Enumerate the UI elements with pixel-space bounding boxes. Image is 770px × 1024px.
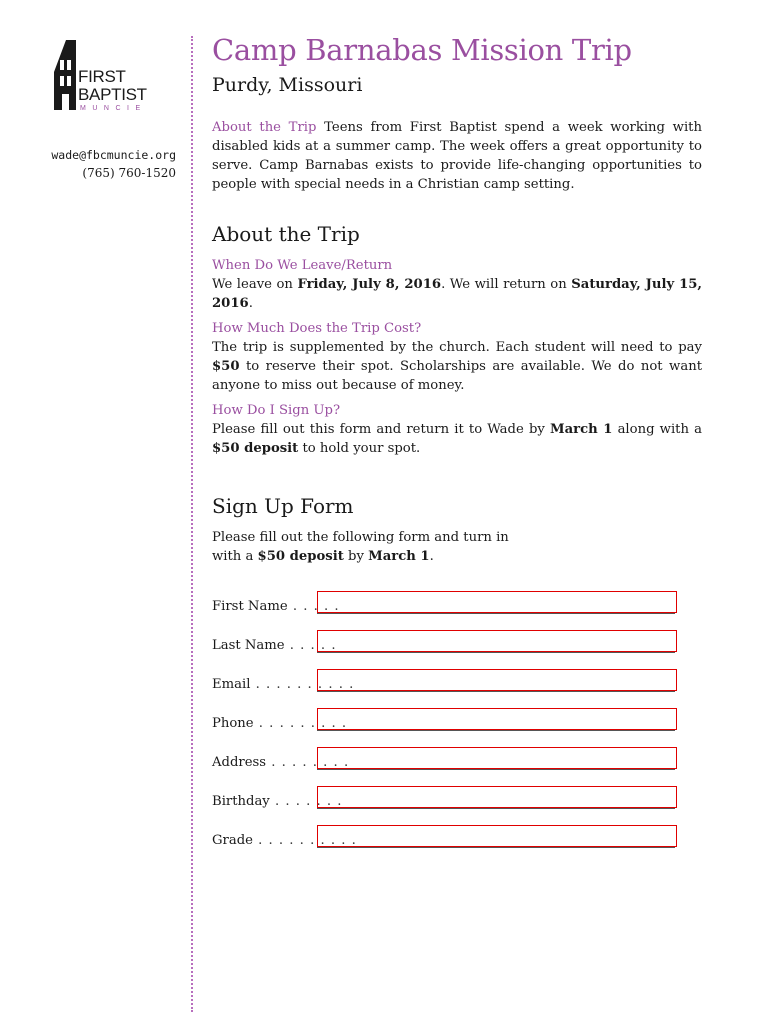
- a-leave-return: [212, 275, 702, 313]
- a-signup: [212, 420, 702, 458]
- grade-input[interactable]: [317, 825, 677, 847]
- last-name-input[interactable]: [317, 630, 677, 652]
- phone-underline: [317, 730, 675, 731]
- field-row-email: [212, 669, 682, 695]
- a2-text: The trip is supplemented by the church. Each student will need to pay: [212, 340, 702, 355]
- phone-label-text: Phone: [212, 716, 254, 731]
- intro-lead: About the Trip: [212, 120, 317, 135]
- address-underline: [317, 769, 675, 770]
- about-heading: About the Trip: [212, 222, 360, 246]
- birthday-input[interactable]: [317, 786, 677, 808]
- email-underline: [317, 691, 675, 692]
- a3-text-2: along with a: [612, 422, 702, 437]
- intro-text: Teens from First Baptist spend a week working with disabled kids at a summer camp. The week offers a great opportunity to serve. Camp Barnabas exists to provide life-changing opportunities to people with special needs in a Christian camp setting.: [212, 120, 702, 192]
- contact-info: [51, 146, 176, 182]
- address-label-text: Address: [212, 755, 267, 770]
- first-name-leader-dots: . . . . .: [287, 599, 340, 614]
- signup-instructions: [212, 528, 702, 566]
- a1-text-3: .: [248, 296, 253, 311]
- address-leader-dots: . . . . . . . .: [266, 755, 350, 770]
- a3-deposit: $50 deposit: [212, 441, 299, 456]
- main-content: [212, 30, 702, 566]
- signup-instructions-line2: [212, 547, 702, 566]
- a3-text-3: to hold your spot.: [298, 441, 421, 456]
- email-label-text: Email: [212, 677, 251, 692]
- grade-underline: [317, 847, 675, 848]
- field-row-first-name: [212, 591, 682, 617]
- signup-heading: Sign Up Form: [212, 494, 354, 518]
- signup-text: with a: [212, 549, 258, 564]
- birthday-leader-dots: . . . . . . .: [269, 794, 343, 809]
- a3-text: Please fill out this form and return it to Wade by: [212, 422, 550, 437]
- logo-text-muncie: MUNCIE: [80, 105, 147, 112]
- q-signup: How Do I Sign Up?: [212, 403, 341, 418]
- birthday-label-text: Birthday: [212, 794, 270, 809]
- signup-text-3: .: [429, 549, 434, 564]
- signup-instructions-line1: Please fill out the following form and turn in: [212, 530, 509, 545]
- a1-text-2: . We will return on: [441, 277, 572, 292]
- field-row-grade: [212, 825, 682, 851]
- grade-label-text: Grade: [212, 833, 253, 848]
- signup-deadline: March 1: [368, 549, 430, 564]
- first-name-input[interactable]: [317, 591, 677, 613]
- field-row-birthday: [212, 786, 682, 812]
- signup-deposit: $50 deposit: [257, 549, 344, 564]
- a1-return-date: Saturday, July 15, 2016: [212, 277, 703, 311]
- address-input[interactable]: [317, 747, 677, 769]
- a2-price: $50: [212, 359, 240, 374]
- last-name-leader-dots: . . . . .: [284, 638, 337, 653]
- phone-leader-dots: . . . . . . . . .: [253, 716, 348, 731]
- intro-paragraph: [212, 118, 702, 194]
- a-cost: [212, 338, 702, 395]
- field-row-phone: [212, 708, 682, 734]
- a2-text-2: to reserve their spot. Scholarships are available. We do not want anyone to miss out because of money.: [212, 359, 702, 393]
- page-title: Camp Barnabas Mission Trip: [212, 33, 632, 67]
- contact-phone: (765) 760-1520: [82, 166, 176, 180]
- field-row-address: [212, 747, 682, 773]
- q-leave-return: When Do We Leave/Return: [212, 258, 393, 273]
- signup-text-2: by: [343, 549, 369, 564]
- field-row-last-name: [212, 630, 682, 656]
- email-leader-dots: . . . . . . . . . .: [250, 677, 355, 692]
- phone-input[interactable]: [317, 708, 677, 730]
- last-name-underline: [317, 652, 675, 653]
- a3-deadline: March 1: [549, 422, 613, 437]
- email-input[interactable]: [317, 669, 677, 691]
- logo-text-first: FIRST: [78, 67, 126, 86]
- grade-leader-dots: . . . . . . . . . .: [252, 833, 357, 848]
- q-cost: How Much Does the Trip Cost?: [212, 321, 422, 336]
- last-name-label-text: Last Name: [212, 638, 285, 653]
- contact-email[interactable]: wade@fbcmuncie.org: [51, 148, 176, 162]
- a1-text: We leave on: [212, 277, 298, 292]
- logo-text-baptist: BAPTIST: [78, 85, 147, 104]
- birthday-underline: [317, 808, 675, 809]
- dotted-divider: [191, 36, 193, 1012]
- a1-leave-date: Friday, July 8, 2016: [297, 277, 442, 292]
- first-name-label-text: First Name: [212, 599, 288, 614]
- first-name-underline: [317, 613, 675, 614]
- page-subtitle: Purdy, Missouri: [212, 74, 363, 96]
